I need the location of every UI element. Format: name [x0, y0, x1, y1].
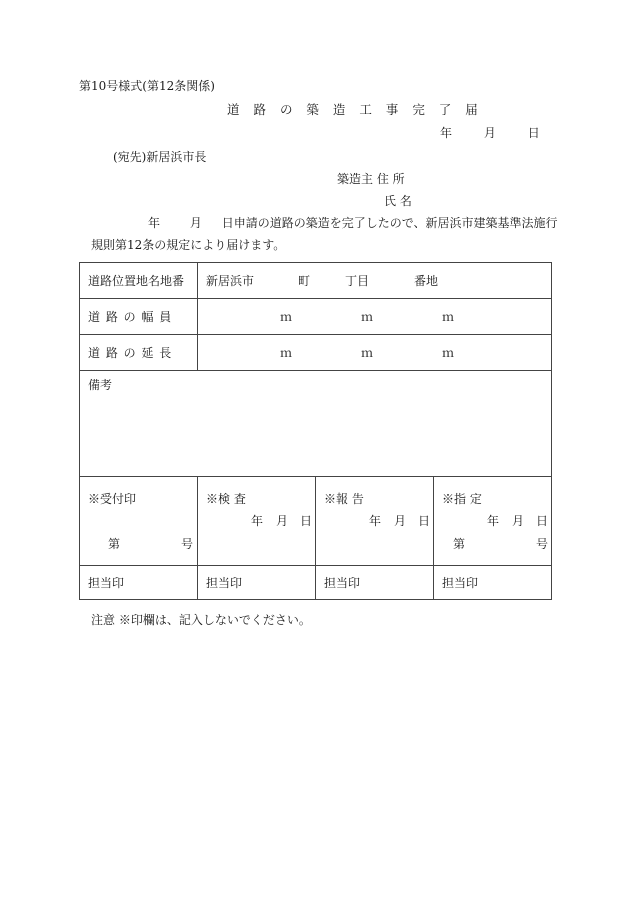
designation-year: 年: [487, 514, 500, 528]
table-divider: [80, 298, 551, 299]
body-month-label: 月: [189, 216, 202, 230]
location-chome: 丁目: [345, 274, 370, 288]
road-length-unit-2: ｍ: [361, 346, 374, 360]
location-label: 道路位置地名地番: [88, 274, 185, 288]
location-banchi: 番地: [414, 274, 439, 288]
submission-date: [440, 127, 540, 139]
receipt-seal-label: ※受付印: [88, 492, 137, 506]
road-width-unit-2: ｍ: [361, 310, 374, 324]
body-text-line2: 規則第12条の規定により届けます。: [91, 238, 286, 252]
staff-seal-inspection: 担当印: [206, 576, 243, 590]
builder-address-label: 築造主 住 所: [337, 172, 405, 186]
designation-no-prefix: 第: [453, 537, 466, 551]
table-divider: [315, 476, 316, 600]
builder-name-label: 氏 名: [384, 194, 412, 208]
form-table: [79, 262, 552, 600]
table-divider: [197, 476, 198, 600]
inspection-year: 年: [251, 514, 264, 528]
report-day: 日: [418, 514, 431, 528]
footer-note: 注意 ※印欄は、記入しないでください。: [91, 613, 311, 627]
inspection-day: 日: [300, 514, 313, 528]
road-length-unit-1: ｍ: [280, 346, 293, 360]
date-day-label: 日: [527, 126, 540, 140]
table-divider: [80, 370, 551, 371]
body-text: 日申請の道路の築造を完了したので、新居浜市建築基準法施行: [221, 216, 558, 230]
road-length-unit-3: ｍ: [442, 346, 455, 360]
designation-day: 日: [536, 514, 549, 528]
body-year-label: 年: [148, 216, 161, 230]
receipt-no-prefix: 第: [108, 537, 121, 551]
road-width-unit-3: ｍ: [442, 310, 455, 324]
location-town: 町: [298, 274, 311, 288]
table-divider: [197, 263, 198, 370]
table-divider: [433, 476, 434, 600]
staff-seal-designation: 担当印: [442, 576, 479, 590]
staff-seal-report: 担当印: [324, 576, 361, 590]
report-year: 年: [369, 514, 382, 528]
report-label: ※報 告: [324, 492, 364, 506]
inspection-label: ※検 査: [206, 492, 246, 506]
location-city: 新居浜市: [206, 274, 255, 288]
form-number: 第10号様式(第12条関係): [79, 79, 215, 93]
designation-label: ※指 定: [442, 492, 482, 506]
designation-no-suffix: 号: [536, 537, 549, 551]
report-month: 月: [394, 514, 407, 528]
road-width-label: 道 路 の 幅 員: [88, 310, 173, 324]
receipt-no-suffix: 号: [181, 537, 194, 551]
staff-seal-receipt: 担当印: [88, 576, 125, 590]
date-year-label: 年: [440, 126, 453, 140]
document-title: 道 路 の 築 造 工 事 完 了 届: [227, 102, 483, 117]
addressee: (宛先)新居浜市長: [113, 150, 207, 164]
remarks-label: 備考: [88, 378, 113, 392]
designation-month: 月: [512, 514, 525, 528]
body-text-line1: [148, 217, 557, 229]
inspection-month: 月: [276, 514, 289, 528]
road-width-unit-1: ｍ: [280, 310, 293, 324]
table-divider: [80, 334, 551, 335]
date-month-label: 月: [483, 126, 496, 140]
road-length-label: 道 路 の 延 長: [88, 346, 173, 360]
